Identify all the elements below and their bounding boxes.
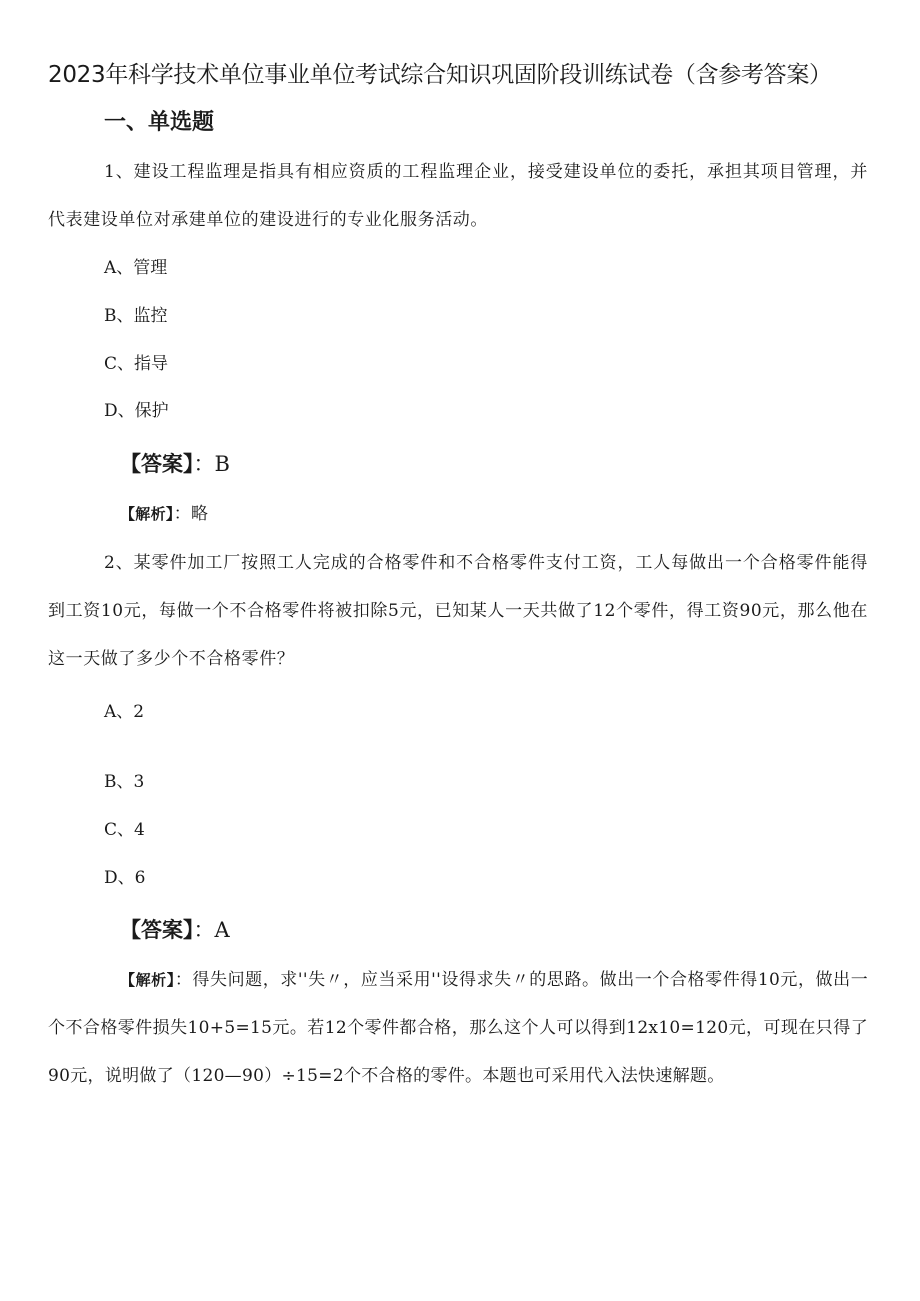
question-1-option-d: D、保护	[104, 401, 169, 421]
question-2-option-a: A、2	[104, 702, 145, 722]
explanation-label: 【解析】	[120, 505, 174, 523]
answer-value: ：B	[193, 452, 230, 476]
question-2-option-d: D、6	[104, 868, 146, 888]
question-1-explanation	[48, 490, 868, 538]
explanation-text: ：得失问题，求''失〃，应当采用''设得求失〃的思路。做出一个合格零件得10元，做出一个不合格零件损失10+5=15元。若12个零件都合格，那么这个人可以得到12x10=120元，可现在只得了90元，说明做了（120—90）÷15=2个不合格的零件。本题也可采用代入法快速解题。	[48, 970, 868, 1086]
question-2-option-b: B、3	[104, 772, 145, 792]
answer-label: 【答案】	[120, 918, 194, 942]
question-1-answer	[120, 448, 230, 480]
question-2-explanation	[48, 956, 868, 1100]
answer-label: 【答案】	[120, 452, 194, 476]
explanation-text: ：略	[173, 504, 209, 524]
question-1-option-a: A、管理	[104, 258, 168, 278]
question-2-answer	[120, 914, 230, 946]
question-1-option-c: C、指导	[104, 354, 169, 374]
explanation-label: 【解析】	[120, 971, 175, 989]
question-1-option-b: B、监控	[104, 306, 168, 326]
question-1-stem: 1、建设工程监理是指具有相应资质的工程监理企业，接受建设单位的委托，承担其项目管理，并代表建设单位对承建单位的建设进行的专业化服务活动。	[48, 162, 868, 230]
answer-value: ：A	[193, 918, 230, 942]
section-heading: 一、单选题	[104, 110, 215, 135]
document-title: 2023年科学技术单位事业单位考试综合知识巩固阶段训练试卷（含参考答案）	[48, 62, 832, 88]
question-2-stem: 2、某零件加工厂按照工人完成的合格零件和不合格零件支付工资，工人每做出一个合格零件能得到工资10元，每做一个不合格零件将被扣除5元，已知某人一天共做了12个零件，得工资90元，那么他在这一天做了多少个不合格零件？	[48, 553, 868, 669]
question-2-option-c: C、4	[104, 820, 145, 840]
